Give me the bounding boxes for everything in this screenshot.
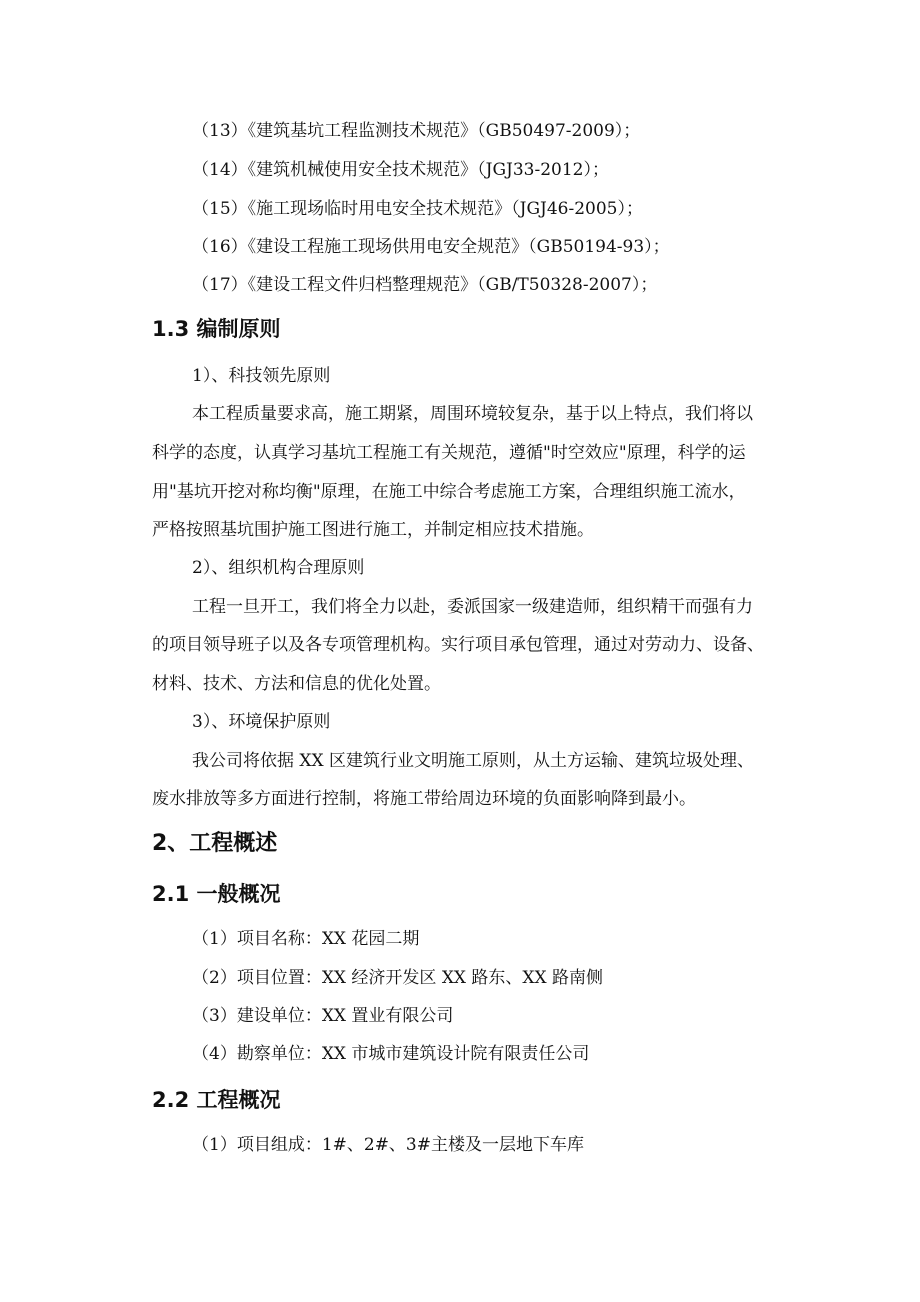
paragraph-line: 工程一旦开工，我们将全力以赴，委派国家一级建造师，组织精干而强有力 — [192, 597, 753, 617]
reference-item: （14）《建筑机械使用安全技术规范》（JGJ33-2012）； — [192, 160, 609, 180]
section-heading-1-3: 1.3 编制原则 — [152, 317, 281, 341]
overview-item: （4）勘察单位：XX 市城市建筑设计院有限责任公司 — [192, 1044, 590, 1064]
overview-item: （1）项目组成：1#、2#、3#主楼及一层地下车库 — [192, 1135, 584, 1155]
paragraph-line: 废水排放等多方面进行控制，将施工带给周边环境的负面影响降到最小。 — [152, 789, 696, 809]
paragraph-line: 材料、技术、方法和信息的优化处置。 — [152, 674, 441, 694]
principle-title: 2）、组织机构合理原则 — [192, 558, 365, 578]
paragraph-line: 科学的态度，认真学习基坑工程施工有关规范，遵循"时空效应"原理，科学的运 — [152, 443, 746, 463]
section-heading-2: 2、工程概述 — [152, 831, 278, 856]
paragraph-line: 用"基坑开挖对称均衡"原理，在施工中综合考虑施工方案，合理组织施工流水， — [152, 482, 746, 502]
overview-item: （1）项目名称：XX 花园二期 — [192, 929, 420, 949]
paragraph-line: 的项目领导班子以及各专项管理机构。实行项目承包管理，通过对劳动力、设备、 — [152, 635, 764, 655]
principle-title: 1）、科技领先原则 — [192, 366, 331, 386]
principle-title: 3）、环境保护原则 — [192, 712, 331, 732]
paragraph-line: 我公司将依据 XX 区建筑行业文明施工原则，从土方运输、建筑垃圾处理、 — [192, 751, 755, 771]
paragraph-line: 本工程质量要求高，施工期紧，周围环境较复杂，基于以上特点，我们将以 — [192, 404, 753, 424]
section-heading-2-2: 2.2 工程概况 — [152, 1088, 281, 1112]
overview-item: （2）项目位置：XX 经济开发区 XX 路东、XX 路南侧 — [192, 968, 604, 988]
reference-item: （16）《建设工程施工现场供用电安全规范》（GB50194-93）； — [192, 237, 670, 257]
paragraph-line: 严格按照基坑围护施工图进行施工，并制定相应技术措施。 — [152, 520, 594, 540]
reference-item: （17）《建设工程文件归档整理规范》（GB/T50328-2007）； — [192, 275, 658, 295]
section-heading-2-1: 2.1 一般概况 — [152, 882, 281, 906]
overview-item: （3）建设单位：XX 置业有限公司 — [192, 1006, 454, 1026]
reference-item: （13）《建筑基坑工程监测技术规范》（GB50497-2009）； — [192, 121, 641, 141]
reference-item: （15）《施工现场临时用电安全技术规范》（JGJ46-2005）； — [192, 199, 643, 219]
